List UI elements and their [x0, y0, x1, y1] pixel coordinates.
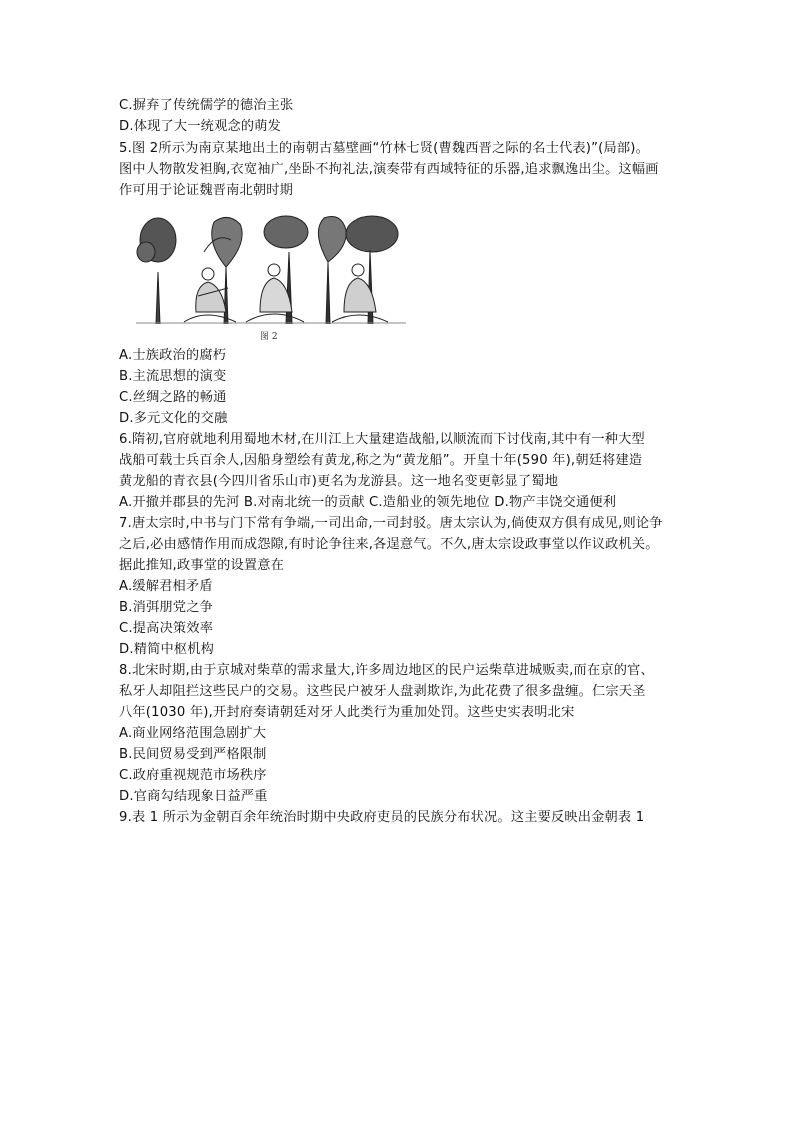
option-8a: A.商业网络范围急剧扩大 [119, 726, 267, 741]
option-5b: B.主流思想的演变 [119, 369, 227, 384]
option-5c-prev: C.摒弃了传统儒学的德治主张 [119, 98, 294, 113]
question-7-line-1: 7.唐太宗时,中书与门下常有争端,一司出命,一司封驳。唐太宗认为,倘使双方俱有成见,则论争 [119, 516, 663, 531]
option-5d: D.多元文化的交融 [119, 411, 228, 426]
option-8d: D.官商勾结现象日益严重 [119, 789, 268, 804]
question-8-line-1: 8.北宋时期,由于京城对柴草的需求量大,许多周边地区的民户运柴草进城贩卖,而在京的官、 [119, 663, 654, 678]
question-6-options: A.开撤并郡县的先河 B.对南北统一的贡献 C.造船业的领先地位 D.物产丰饶交通便利 [119, 495, 617, 510]
question-5-line-2: 图中人物散发袒胸,衣宽袖广,坐卧不拘礼法,演奏带有西域特征的乐器,追求飘逸出尘。这幅画 [119, 162, 659, 177]
option-5c: C.丝绸之路的畅通 [119, 390, 227, 405]
question-6-line-2: 战船可载士兵百余人,因船身塑绘有黄龙,称之为“黄龙船”。开皇十年(590 年),朝廷将建造 [119, 453, 643, 468]
figure-caption: 图 2 [260, 332, 278, 342]
question-6-line-1: 6.隋初,官府就地利用蜀地木材,在川江上大量建造战船,以顺流而下讨伐南,其中有一种大型 [119, 432, 645, 447]
question-5-line-1: 5.图 2所示为南京某地出土的南朝古墓壁画“竹林七贤(曹魏西晋之际的名士代表)”(局部)。 [119, 141, 649, 156]
question-7-line-3: 据此推知,政事堂的设置意在 [119, 558, 285, 573]
question-8-line-2: 私牙人却阻拦这些民户的交易。这些民户被牙人盘剥欺诈,为此花费了很多盘缠。仁宗天圣 [119, 684, 646, 699]
option-7a: A.缓解君相矛盾 [119, 579, 213, 594]
option-5a: A.士族政治的腐朽 [119, 348, 227, 363]
question-9-line-1: 9.表 1 所示为金朝百余年统治时期中央政府吏员的民族分布状况。这主要反映出金朝表 1 [119, 810, 645, 825]
question-8-line-3: 八年(1030 年),开封府奏请朝廷对牙人此类行为重加处罚。这些史实表明北宋 [119, 705, 575, 720]
option-7b: B.消弭朋党之争 [119, 600, 213, 615]
question-5-line-3: 作可用于论证魏晋南北朝时期 [119, 183, 294, 198]
option-7d: D.精简中枢机构 [119, 642, 215, 657]
option-8b: B.民间贸易受到严格限制 [119, 747, 267, 762]
option-8c: C.政府重视规范市场秩序 [119, 768, 267, 783]
question-7-line-2: 之后,必由感情作用而成怨隙,有时论争往来,各逞意气。不久,唐太宗设政事堂以作议政机关。 [119, 537, 659, 552]
question-6-line-3: 黄龙船的青衣县(今四川省乐山市)更名为龙游县。这一地名变更彰显了蜀地 [119, 474, 559, 489]
mural-figure [136, 212, 406, 324]
option-5d-prev: D.体现了大一统观念的萌发 [119, 119, 282, 134]
option-7c: C.提高决策效率 [119, 621, 214, 636]
